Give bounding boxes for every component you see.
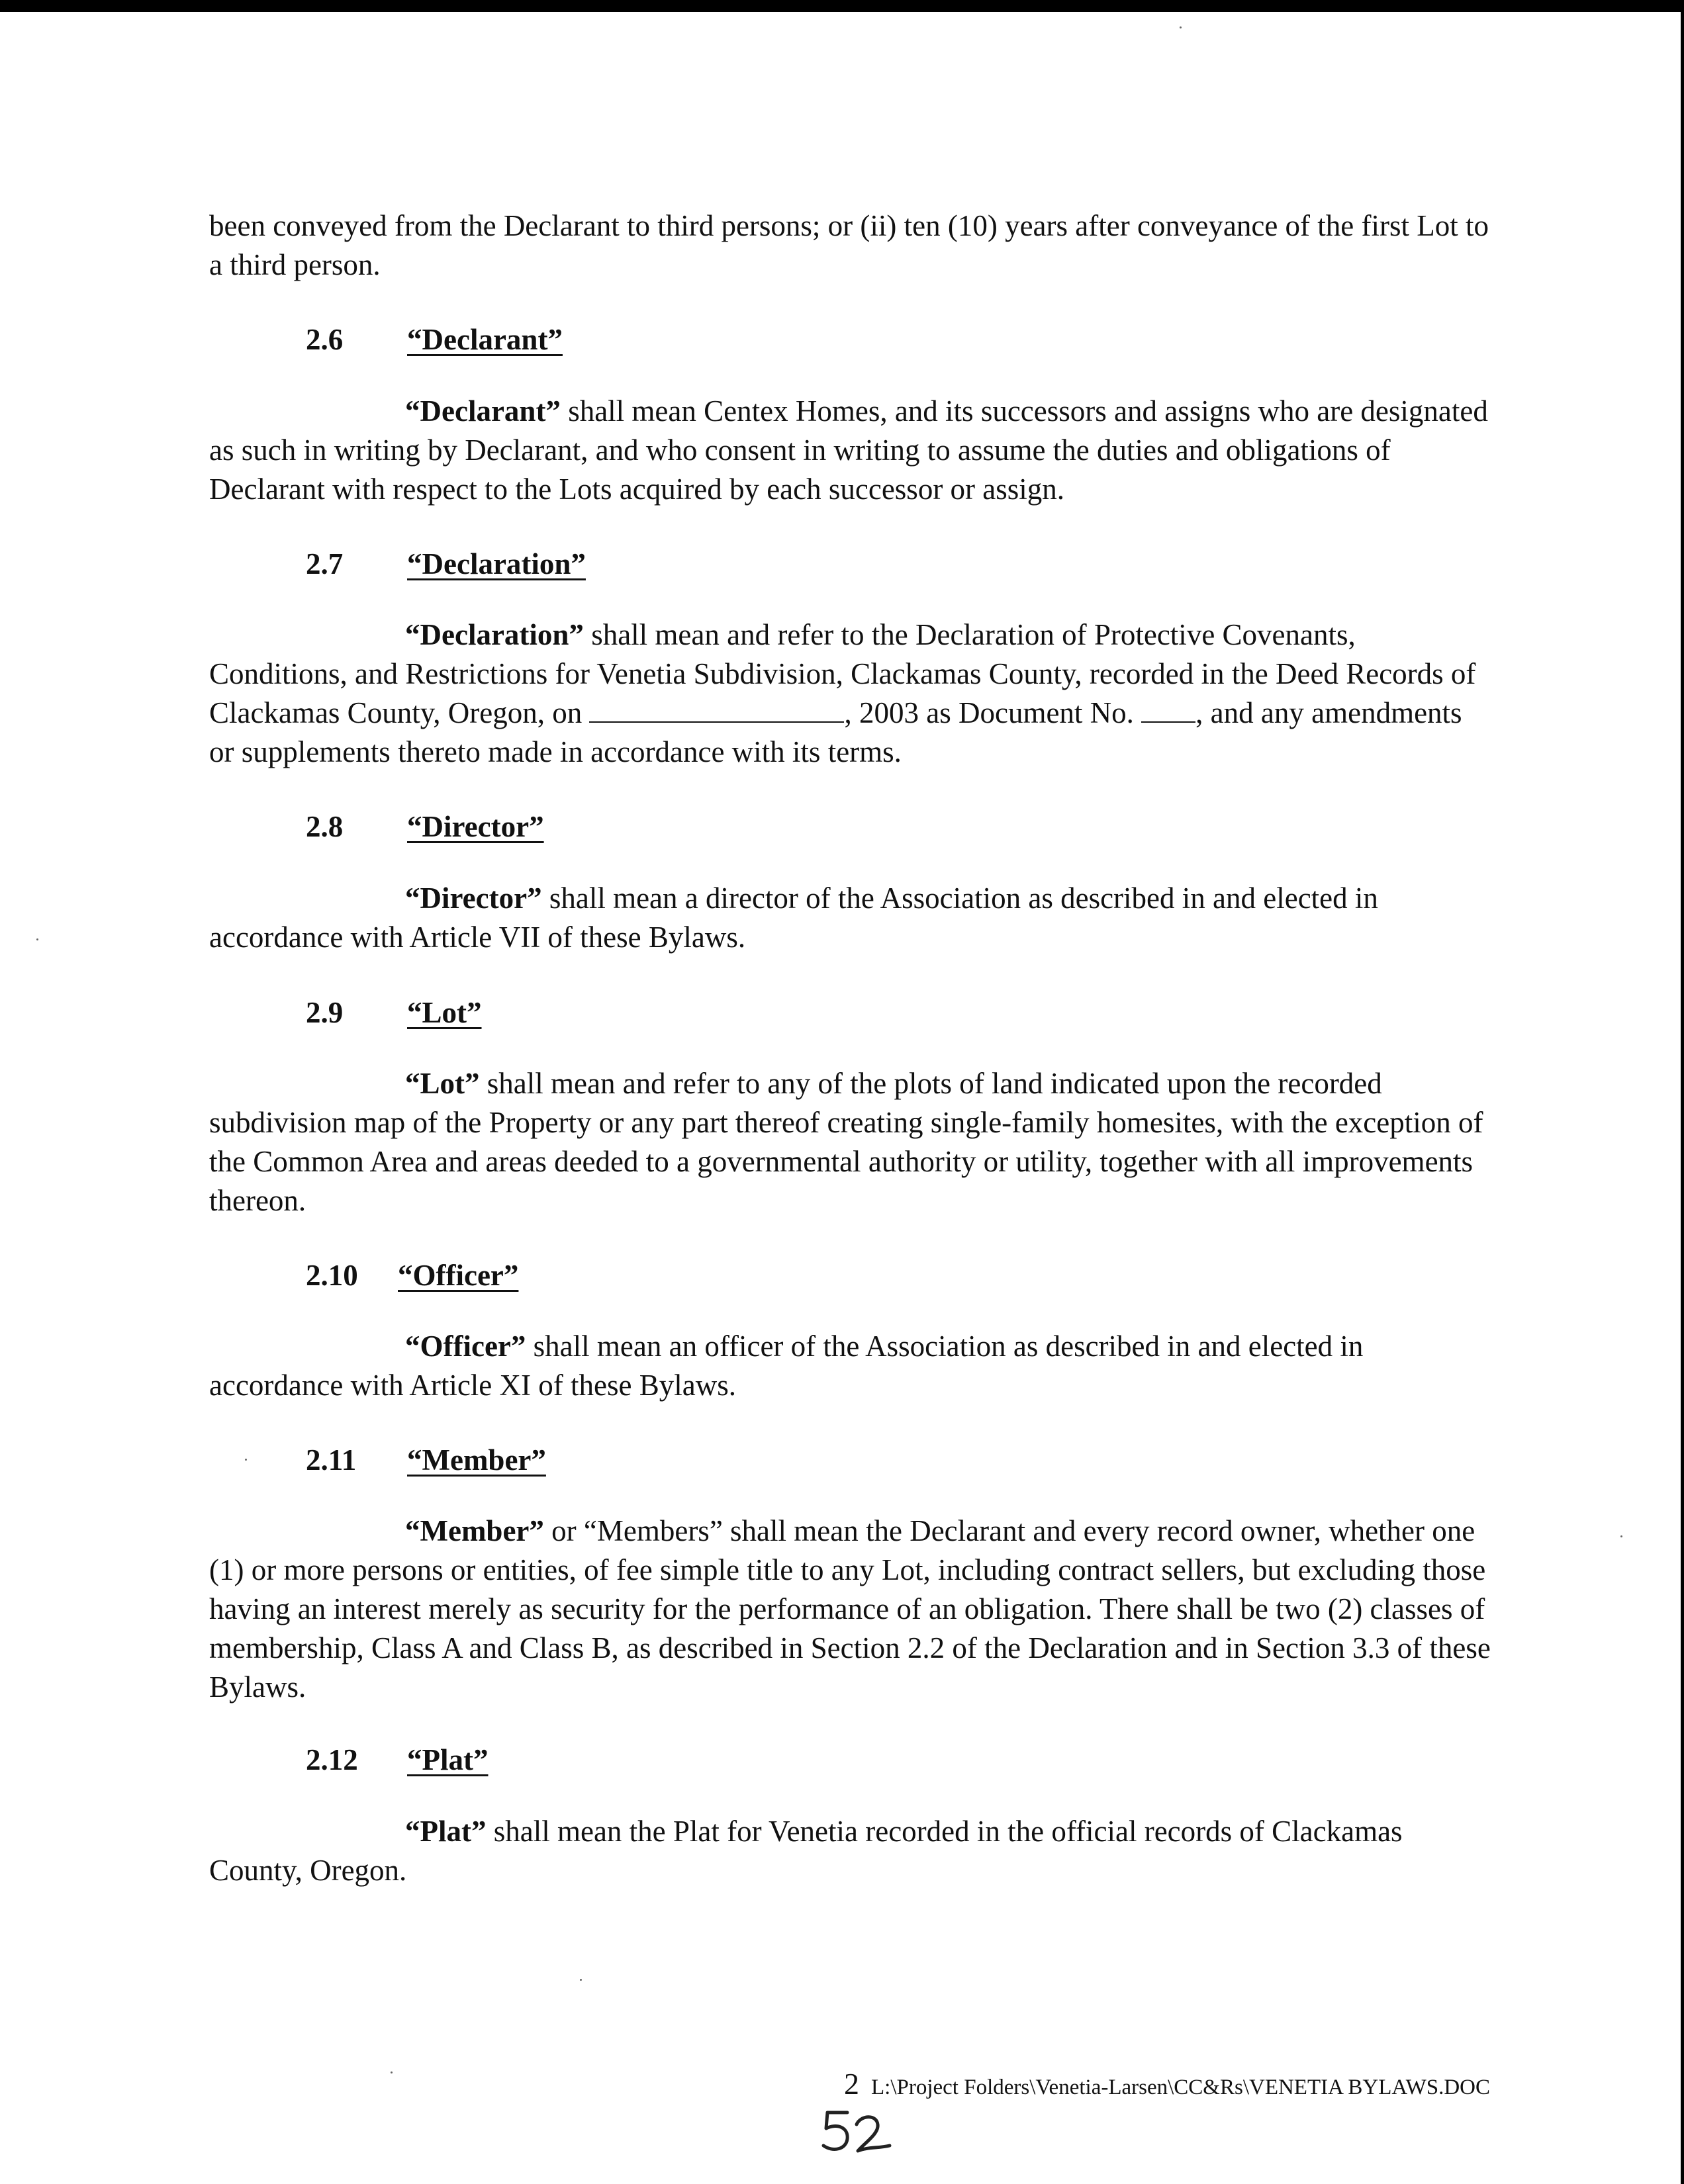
scan-speck (36, 938, 38, 940)
scan-speck (391, 2071, 393, 2073)
defined-term: “Declaration” (405, 618, 584, 651)
definition-paragraph-lot (209, 1064, 1493, 1220)
definition-paragraph-plat (209, 1812, 1493, 1890)
definition-paragraph-declarant (209, 392, 1493, 509)
definition-paragraph-declaration (209, 615, 1493, 772)
defined-term: “Lot” (405, 1067, 480, 1100)
section-title: “Member” (407, 1443, 546, 1477)
page-number: 2 (844, 2067, 859, 2101)
definition-paragraph-member (209, 1512, 1493, 1707)
file-path: L:\Project Folders\Venetia-Larsen\CC&Rs\VENETIA BYLAWS.DOC (871, 2075, 1490, 2099)
section-number: 2.11 (306, 1443, 357, 1477)
section-number: 2.9 (306, 996, 344, 1029)
defined-term: “Director” (405, 882, 542, 915)
defined-term: “Declarant” (405, 394, 561, 428)
section-number: 2.10 (306, 1259, 358, 1292)
definition-paragraph-officer (209, 1327, 1493, 1405)
definition-text-part-2: , 2003 as Document No. (844, 696, 1142, 729)
scan-speck (245, 1459, 247, 1461)
intro-paragraph: been conveyed from the Declarant to third persons; or (ii) ten (10) years after conveyance of the first Lot to a third person. (209, 209, 1489, 281)
section-number: 2.7 (306, 547, 344, 580)
section-title: “Director” (407, 810, 544, 843)
definition-paragraph-director (209, 879, 1493, 957)
section-number: 2.8 (306, 810, 344, 843)
handwritten-page-number (818, 2105, 898, 2158)
recording-date-blank (589, 695, 844, 723)
document-number-blank (1141, 695, 1195, 723)
section-title: “Lot” (407, 996, 482, 1029)
definition-text: shall mean and refer to any of the plots of land indicated upon the recorded subdivision map of the Property or any part thereof creating single-family homesites, with the exception of the Common Area and areas deeded to a governmental authority or utility, together with all improvements thereon. (209, 1067, 1483, 1217)
section-number: 2.6 (306, 323, 344, 356)
section-title: “Officer” (398, 1259, 519, 1292)
defined-term: “Member” (405, 1514, 544, 1547)
definition-text: shall mean an officer of the Association as described in and elected in accordance with Article XI of these Bylaws. (209, 1330, 1364, 1402)
section-title: “Plat” (407, 1743, 489, 1776)
section-title: “Declarant” (407, 323, 563, 356)
definition-text: or “Members” shall mean the Declarant and every record owner, whether one (1) or more persons or entities, of fee simple title to any Lot, including contract sellers, but excluding those having an interest merely as security for the performance of an obligation. There shall be two (2) classes of membership, Class A and Class B, as described in Section 2.2 of the Declaration and in Section 3.3 of these Bylaws. (209, 1514, 1491, 1704)
definition-text: shall mean the Plat for Venetia recorded in the official records of Clackamas County, Oregon. (209, 1815, 1403, 1887)
defined-term: “Officer” (405, 1330, 526, 1363)
definition-text: shall mean Centex Homes, and its successors and assigns who are designated as such in writing by Declarant, and who consent in writing to assume the duties and obligations of Declarant with respect to the Lots acquired by each successor or assign. (209, 394, 1488, 506)
page-footer (844, 2066, 1490, 2101)
definition-text-part-1: shall mean and refer to the Declaration of Protective Covenants, Conditions, and Restrictions for Venetia Subdivision, Clackamas County, recorded in the Deed Records of Clackamas County, Oregon, on (209, 618, 1476, 729)
definition-text: shall mean a director of the Association as described in and elected in accordance with Article VII of these Bylaws. (209, 882, 1378, 954)
defined-term: “Plat” (405, 1815, 487, 1848)
section-number: 2.12 (306, 1743, 358, 1776)
scan-speck (1620, 1535, 1622, 1537)
definition-text-part-3: , and any amendments or supplements thereto made in accordance with its terms. (209, 696, 1462, 768)
section-title: “Declaration” (407, 547, 586, 580)
scan-speck (580, 1979, 582, 1981)
scan-speck (1180, 26, 1182, 28)
